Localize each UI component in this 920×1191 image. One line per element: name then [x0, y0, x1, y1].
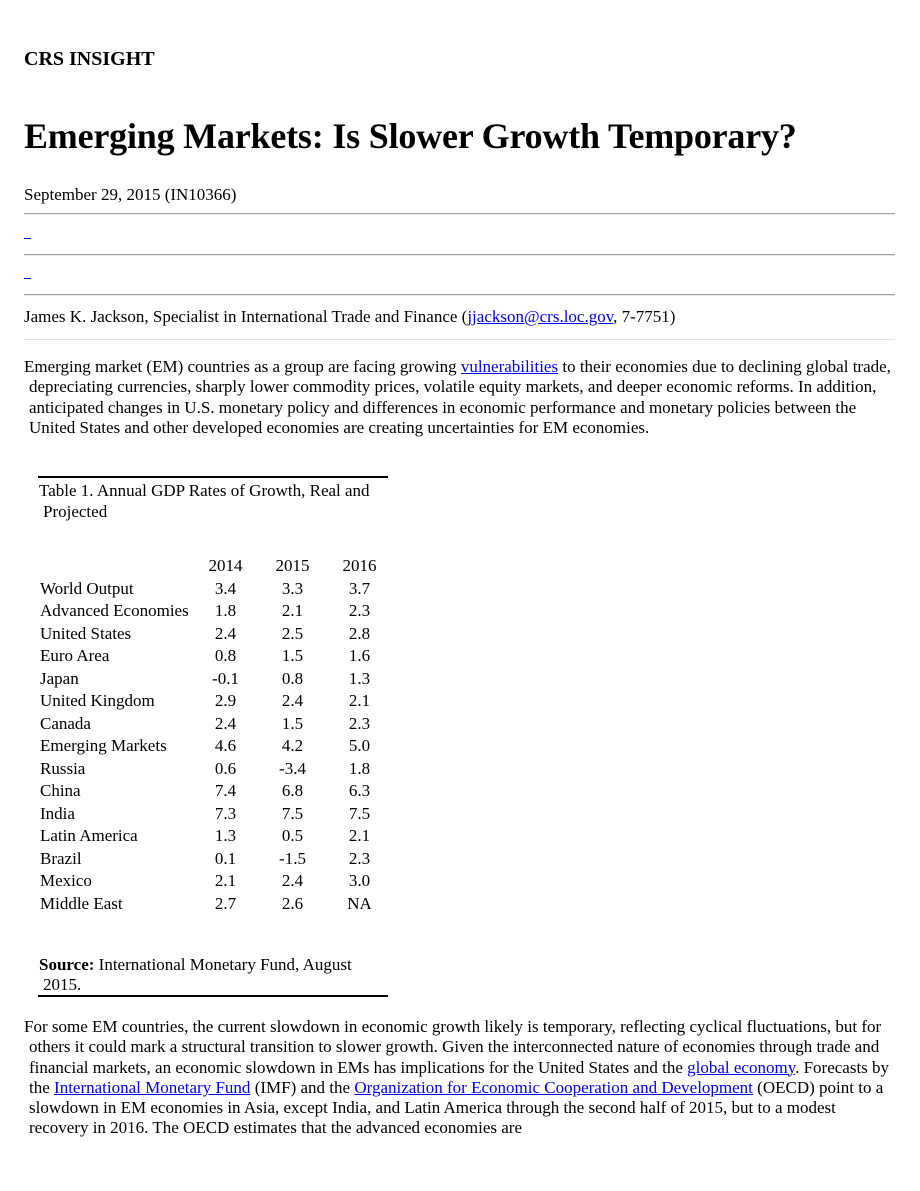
- row-label-text: Middle East: [40, 893, 123, 913]
- table-row: [38, 646, 393, 669]
- table-cell: 4.6: [214, 736, 237, 755]
- table-row: [38, 624, 393, 647]
- empty-link-2[interactable]: [24, 268, 31, 284]
- table-cell: 2.4: [281, 871, 304, 890]
- body-paragraph: For some EM countries, the current slowdown in economic growth likely is temporary, reflecting cyclical fluctuations, but for others it could mark a structural transition to slower growth. Given the interconnected nature of economies through trade and financial markets, an economic slowdown in EMs has implications for the United States and the global economy. Forecasts by the International Monetary Fund (IMF) and the Organization for Economic Cooperation and Development (OECD) point to a slowdown in EM economies in Asia, except India, and Latin America through the second half of 2015, but to a modest recovery in 2016. The OECD estimates that the advanced economies are: [24, 1017, 890, 1138]
- row-label: [38, 736, 192, 759]
- row-label-text: Canada: [40, 713, 91, 733]
- table-cell: 0.8: [214, 646, 237, 665]
- table-row: [38, 669, 393, 692]
- row-label-text: Russia: [40, 758, 86, 778]
- imf-link[interactable]: International Monetary Fund: [54, 1077, 251, 1097]
- table-cell: 2.4: [281, 691, 304, 710]
- table-cell: 6.3: [348, 781, 371, 800]
- table-cell: 2.1: [281, 601, 304, 620]
- table-row: [38, 826, 393, 849]
- table-cell: 1.3: [348, 668, 371, 688]
- table-cell: -0.1: [212, 668, 239, 688]
- table-cell: 2.5: [281, 623, 304, 643]
- row-label: [38, 669, 192, 692]
- divider: [24, 339, 895, 340]
- table-cell: 1.8: [214, 601, 237, 620]
- row-label: [38, 849, 192, 872]
- row-label: [38, 624, 192, 647]
- table-cell: NA: [347, 893, 372, 913]
- table-cell: -3.4: [279, 758, 306, 778]
- row-label-text: Brazil: [40, 848, 82, 868]
- table-cell: 3.0: [348, 871, 371, 890]
- table-cell: 2.3: [348, 601, 371, 620]
- table-row: [38, 579, 393, 602]
- divider: [24, 294, 895, 296]
- row-label-text: India: [40, 803, 75, 823]
- table-cell: 7.5: [281, 803, 304, 823]
- table-cell: 5.0: [348, 736, 371, 755]
- table-title: Table 1. Annual GDP Rates of Growth, Real and Projected: [39, 481, 370, 521]
- table-row: [38, 714, 393, 737]
- table-row: [38, 849, 393, 872]
- table-cell: 1.5: [281, 646, 304, 665]
- row-label-text: United States: [40, 623, 132, 643]
- row-label-text: Mexico: [40, 871, 92, 890]
- page-title: Emerging Markets: Is Slower Growth Temporary?: [24, 116, 797, 156]
- table-cell: 0.5: [281, 826, 304, 845]
- table-row: [38, 871, 393, 894]
- table-cell: 1.8: [348, 758, 371, 778]
- table-cell: 2.4: [214, 713, 237, 733]
- table-row: [38, 781, 393, 804]
- table-header-row: [38, 556, 393, 579]
- table-cell: 2.3: [348, 848, 371, 868]
- row-label: [38, 894, 192, 917]
- table-cell: 1.3: [214, 826, 237, 845]
- row-label-text: United Kingdom: [40, 691, 155, 710]
- table-cell: 2.6: [281, 893, 304, 913]
- row-label: [38, 579, 192, 602]
- document-kicker: CRS INSIGHT: [24, 48, 155, 70]
- table-cell: 2.1: [214, 871, 237, 890]
- row-label-text: Advanced Economies: [40, 601, 189, 620]
- table-cell: 2.1: [348, 691, 371, 710]
- divider: [24, 254, 895, 256]
- divider: [24, 213, 895, 215]
- row-label: [38, 871, 192, 894]
- empty-link-1[interactable]: [24, 228, 31, 244]
- row-label: [38, 826, 192, 849]
- table-cell: 0.6: [214, 758, 237, 778]
- table-cell: 7.4: [214, 781, 237, 800]
- table-cell: 3.4: [214, 578, 237, 598]
- author-email-link[interactable]: jjackson@crs.loc.gov: [467, 307, 614, 326]
- table-cell: 7.3: [214, 803, 237, 823]
- global-economy-link[interactable]: global economy: [687, 1057, 796, 1077]
- table-cell: 2.3: [348, 713, 371, 733]
- row-label-text: Japan: [40, 668, 79, 688]
- table-cell: 7.5: [348, 803, 371, 823]
- table-cell: 2.1: [348, 826, 371, 845]
- row-label-text: World Output: [40, 578, 134, 598]
- table-cell: -1.5: [279, 848, 306, 868]
- author-line: James K. Jackson, Specialist in International Trade and Finance (jjackson@crs.loc.gov, 7-7751): [24, 307, 676, 326]
- row-label: [38, 781, 192, 804]
- table-header-cell: 2016: [342, 556, 377, 575]
- table-row: [38, 736, 393, 759]
- intro-paragraph: Emerging market (EM) countries as a group are facing growing vulnerabilities to their economies due to declining global trade, depreciating currencies, sharply lower commodity prices, volatile equity markets, and deeper economic reforms. In addition, anticipated changes in U.S. monetary policy and differences in economic performance and monetary policies between the United States and other developed economies are creating uncertainties for EM economies.: [24, 357, 891, 437]
- row-label: [38, 714, 192, 737]
- row-label-text: China: [40, 781, 81, 800]
- publication-date: September 29, 2015 (IN10366): [24, 185, 237, 204]
- table-cell: 1.5: [281, 713, 304, 733]
- table-cell: 0.1: [214, 848, 237, 868]
- oecd-link[interactable]: Organization for Economic Cooperation and Development: [354, 1077, 753, 1097]
- row-label-text: Latin America: [40, 826, 138, 845]
- table-source: Source: International Monetary Fund, August 2015.: [39, 955, 352, 994]
- row-label-text: Emerging Markets: [40, 736, 167, 755]
- table-row: [38, 601, 393, 624]
- row-label-text: Euro Area: [40, 646, 110, 665]
- row-label: [38, 759, 192, 782]
- row-label: [38, 804, 192, 827]
- table-cell: 0.8: [281, 668, 304, 688]
- table-row: [38, 691, 393, 714]
- table-row: [38, 804, 393, 827]
- table-cell: 2.7: [214, 893, 237, 913]
- gdp-table: [38, 556, 393, 916]
- table-bottom-rule: [38, 995, 388, 997]
- table-cell: 3.7: [348, 578, 371, 598]
- table-cell: 4.2: [281, 736, 304, 755]
- table-cell: 2.9: [214, 691, 237, 710]
- row-label: [38, 646, 192, 669]
- row-label: [38, 691, 192, 714]
- table-header-cell: 2014: [208, 556, 243, 575]
- vulnerabilities-link[interactable]: vulnerabilities: [460, 357, 559, 376]
- table-row: [38, 759, 393, 782]
- row-label: [38, 601, 192, 624]
- table-cell: 6.8: [281, 781, 304, 800]
- table-cell: 2.8: [348, 623, 371, 643]
- table-header-cell: [38, 556, 192, 579]
- table-cell: 2.4: [214, 623, 237, 643]
- table-cell: 3.3: [281, 578, 304, 598]
- table-top-rule: [38, 476, 388, 478]
- table-row: [38, 894, 393, 917]
- table-cell: 1.6: [348, 646, 371, 665]
- table-header-cell: 2015: [275, 556, 310, 575]
